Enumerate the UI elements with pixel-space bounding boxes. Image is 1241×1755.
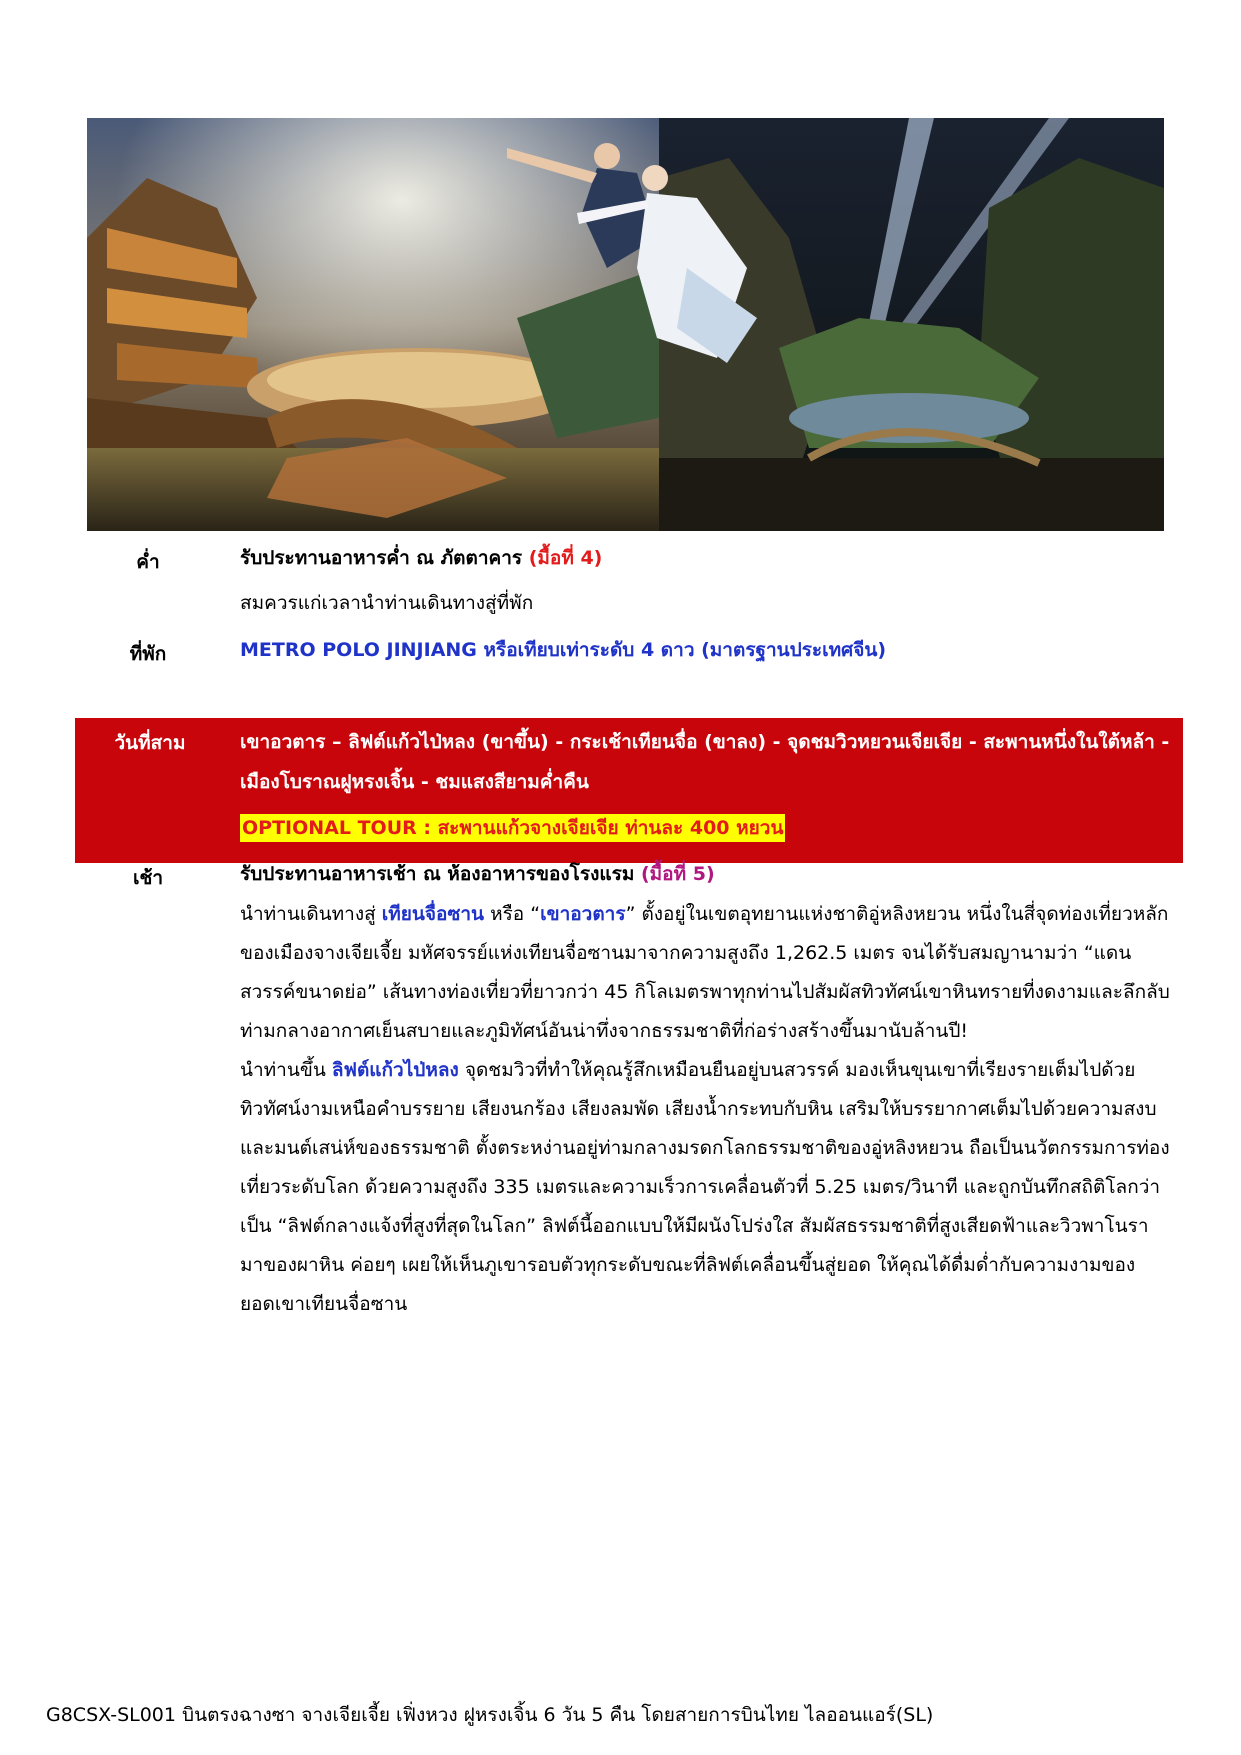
bailong-elevator-highlight: ลิฟต์แก้วไป่หลง: [331, 1059, 459, 1081]
dinner-meal-number: (มื้อที่ 4): [528, 547, 603, 569]
tianzi-highlight: เทียนจื่อซาน: [381, 903, 485, 925]
para1-text-c: ” ตั้งอยู่ในเขตอุทยานแห่งชาติอู่หลิงหยวน หนึ่งในสี่จุดท่องเที่ยวหลักของเมืองจางเจียเจี้ย มหัศจรรย์แห่งเทียนจื่อซานมาจากความสูงถึง 1,262.5 เมตร จนได้รับสมญานามว่า “แดนสวรรค์ขนาดย่อ” เส้นทางท่องเที่ยวที่ยาวกว่า 45 กิโลเมตรพาทุกท่านไปสัมผัสทิวทัศน์เขาหินทรายที่งดงามและลึกลับ ท่ามกลางอากาศเย็นสบายและภูมิทัศน์อันน่าทึ่งจากธรรมชาติที่ก่อร่างสร้างขึ้นมานับล้านปี!: [240, 903, 1170, 1042]
dinner-text: รับประทานอาหารค่ำ ณ ภัตตาคาร: [240, 547, 529, 569]
para2-text-a: นำท่านขึ้น: [240, 1059, 332, 1081]
paragraph-bailong: [240, 1051, 1170, 1324]
breakfast-label: เช้า: [132, 867, 164, 889]
day-title: เขาอวตาร – ลิฟต์แก้วไป่หลง (ขาขึ้น) - กระเช้าเทียนจื่อ (ขาลง) - จุดชมวิวหยวนเจียเจีย - สะพานหนึ่งในใต้หล้า - เมืองโบราณฝูหรงเจิ้น - ชมแสงสียามค่ำคืน: [240, 731, 1170, 793]
para1-text-b: หรือ “: [484, 903, 541, 925]
para2-text-b: จุดชมวิวที่ทำให้คุณรู้สึกเหมือนยืนอยู่บนสวรรค์ มองเห็นขุนเขาที่เรียงรายเต็มไปด้วยทิวทัศน์งามเหนือคำบรรยาย เสียงนกร้อง เสียงลมพัด เสียงน้ำกระทบกับหิน เสริมให้บรรยากาศเต็มไปด้วยความสงบและมนต์เสน่ห์ของธรรมชาติ ตั้งตระหง่านอยู่ท่ามกลางมรดกโลกธรรมชาติของอู่หลิงหยวน ถือเป็นนวัตกรรมการท่องเที่ยวระดับโลก ด้วยความสูงถึง 335 เมตรและความเร็วการเคลื่อนตัวที่ 5.25 เมตร/วินาที และถูกบันทึกสถิติโลกว่าเป็น “ลิฟต์กลางแจ้งที่สูงที่สุดในโลก” ลิฟต์นี้ออกแบบให้มีผนังโปร่งใส สัมผัสธรรมชาติที่สูงเสียดฟ้าและวิวพาโนรามาของผาหิน ค่อยๆ เผยให้เห็นภูเขารอบตัวทุกระดับขณะที่ลิฟต์เคลื่อนขึ้นสู่ยอด ให้คุณได้ดื่มด่ำกับความงามของยอดเขาเทียนจื่อซาน: [240, 1059, 1170, 1315]
breakfast-line: [240, 856, 715, 892]
dinner-line: [240, 540, 602, 576]
hotel-text: METRO POLO JINJIANG หรือเทียบเท่าระดับ 4 ดาว (มาตรฐานประเทศจีน): [240, 639, 887, 661]
dinner-label: ค่ำ: [136, 551, 160, 573]
avatar-mountain-highlight: เขาอวตาร: [540, 903, 626, 925]
hotel-label: ที่พัก: [129, 643, 167, 665]
optional-tour: OPTIONAL TOUR : สะพานแก้วจางเจียเจีย ท่านละ 400 หยวน: [240, 814, 785, 842]
paragraph-tianzi: [240, 895, 1170, 1051]
day-banner: [75, 718, 1183, 863]
performers-figure: [487, 118, 787, 378]
para1-text-a: นำท่านเดินทางสู่: [240, 903, 382, 925]
description: [240, 895, 1170, 1324]
dinner-note: สมควรแก่เวลานำท่านเดินทางสู่ที่พัก: [240, 592, 534, 614]
breakfast-text: รับประทานอาหารเช้า ณ ห้องอาหารของโรงแรม: [240, 863, 641, 885]
breakfast-meal-number: (มื้อที่ 5): [640, 863, 715, 885]
day-label: วันที่สาม: [114, 732, 186, 754]
show-photo: [87, 118, 1164, 531]
footer-text: G8CSX-SL001 บินตรงฉางซา จางเจียเจี้ย เฟิ่งหวง ฝูหรงเจิ้น 6 วัน 5 คืน โดยสายการบินไทย ไลออนแอร์(SL): [46, 1704, 934, 1726]
